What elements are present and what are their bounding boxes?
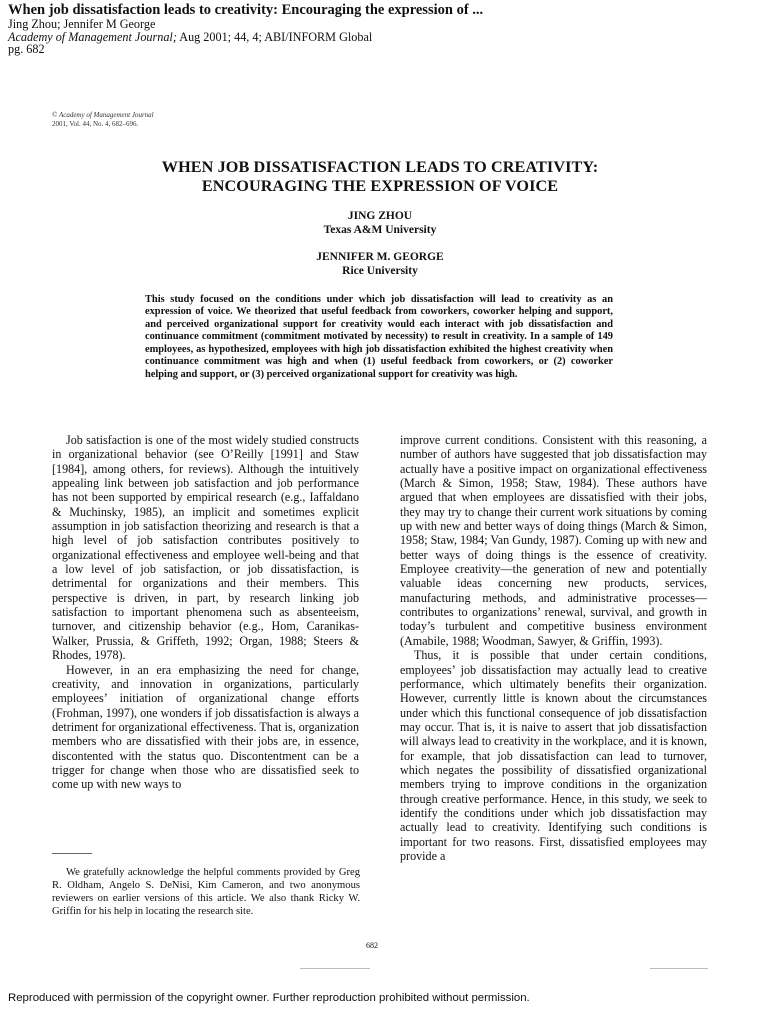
article-title-line1: WHEN JOB DISSATISFACTION LEADS TO CREATIVITY: <box>161 158 599 176</box>
body-paragraph: improve current conditions. Consistent with this reasoning, a number of authors have suggested that job dissatisfaction may actually have a positive impact on organizational effectiveness (March & Simon, 1958; Staw, 1984). These authors have argued that when employees are dissatisfied with their jobs, they may try to change their current work situations by coming up with new and better ways of doing things (March & Simon, 1958; Staw, 1984; Van Gundy, 1987). Coming up with new and better ways of doing things is the essence of creativity. Employee creativity—the generation of new and potentially valuable ideas concerning new products, services, manufacturing methods, and administrative processes—contributes to organizations’ renewal, survival, and growth in today’s turbulent and competitive business environment (Amabile, 1988; Woodman, Sawyer, & Griffin, 1993). <box>400 433 707 648</box>
citation-volume: 2001, Vol. 44, No. 4, 682–696. <box>52 120 139 128</box>
body-column-right <box>400 433 707 863</box>
header-issue-info: Aug 2001; 44, 4; ABI/INFORM Global <box>176 29 373 44</box>
body-paragraph: Thus, it is possible that under certain conditions, employees’ job dissatisfaction may actually lead to creative performance, which ultimately benefits their organization. However, currently little is known about the circumstances under which this functional consequence of job dissatisfaction may occur. That is, it is naive to assert that job dissatisfaction will always lead to creativity in the workplace, and it is known, for example, that job dissatisfaction can lead to turnover, which negates the possibility of dissatisfied organizational members trying to improve conditions in the organization through creative performance. Hence, in this study, we seek to identify the conditions under which job dissatisfaction may actually lead to creativity. Identifying such conditions is important for two reasons. First, dissatisfied employees may provide a <box>400 648 707 863</box>
scan-mark <box>650 968 708 970</box>
article-title-line2: ENCOURAGING THE EXPRESSION OF VOICE <box>201 177 559 195</box>
body-paragraph: Job satisfaction is one of the most widely studied constructs in organizational behavior (see O’Reilly [1991] and Staw [1984], among others, for reviews). Although the intuitively appealing link between job satisfaction and job performance has not been supported by empirical research (e.g., Iaffaldano & Muchinsky, 1985), an implicit and sometimes explicit assumption in job satisfaction theorizing and research is that a high level of job satisfaction contributes positively to organizational effectiveness and employee well-being and that a low level of job satisfaction, or job dissatisfaction, is detrimental for organizations and their members. This perspective is driven, in part, by research linking job satisfaction to important phenomena such as absenteeism, turnover, and citizenship behavior (e.g., Hom, Caranikas-Walker, Prussia, & Griffeth, 1992; Organ, 1988; Steers & Rhodes, 1978). <box>52 433 359 663</box>
page-number: 682 <box>366 941 378 950</box>
acknowledgment-footnote <box>52 866 360 918</box>
header-authors: Jing Zhou; Jennifer M George <box>8 17 156 31</box>
document-header <box>8 2 758 56</box>
citation-journal: © Academy of Management Journal <box>52 111 154 119</box>
author2-affiliation: Rice University <box>342 265 418 277</box>
article-title <box>60 158 700 196</box>
footnote-divider <box>52 853 92 854</box>
author1-name: JING ZHOU <box>347 210 413 222</box>
header-page: pg. 682 <box>8 42 45 56</box>
author-block-2 <box>160 250 600 278</box>
body-paragraph: However, in an era emphasizing the need for change, creativity, and innovation in organizations, particularly employees’ initiation of organizational change efforts (Frohman, 1997), one wonders if job dissatisfaction is always a detriment for organizational effectiveness. That is, organization members who are dissatisfied with their jobs are, in essence, discontented with the status quo. Discontentment can be a trigger for change when those who are dissatisfied seek to come up with new ways to <box>52 662 359 792</box>
document-title: When job dissatisfaction leads to creativity: Encouraging the expression of ... <box>8 2 484 18</box>
journal-citation <box>52 111 154 129</box>
header-journal: Academy of Management Journal; <box>8 29 177 44</box>
scan-mark <box>300 968 370 970</box>
header-source <box>8 31 758 44</box>
author2-name: JENNIFER M. GEORGE <box>316 251 444 263</box>
body-column-left <box>52 433 359 792</box>
footnote-text: We gratefully acknowledge the helpful comments provided by Greg R. Oldham, Angelo S. DeNisi, Kim Cameron, and two anonymous reviewers on earlier versions of this article. We also thank Ricky W. Griffin for his help in locating the research site. <box>52 867 360 917</box>
copyright-notice: Reproduced with permission of the copyright owner. Further reproduction prohibited without permission. <box>8 992 530 1004</box>
abstract: This study focused on the conditions under which job dissatisfaction will lead to creativity as an expression of voice. We theorized that useful feedback from coworkers, coworker helping and support, and perceived organizational support for creativity would each interact with job dissatisfaction and continuance commitment (commitment motivated by necessity) to result in creativity. In a sample of 149 employees, as hypothesized, employees with high job dissatisfaction exhibited the highest creativity when continuance commitment was high and when (1) useful feedback from coworkers, or (2) coworker helping and support, or (3) perceived organizational support for creativity was high. <box>145 294 613 380</box>
author1-affiliation: Texas A&M University <box>323 224 437 236</box>
author-block-1 <box>160 209 600 237</box>
